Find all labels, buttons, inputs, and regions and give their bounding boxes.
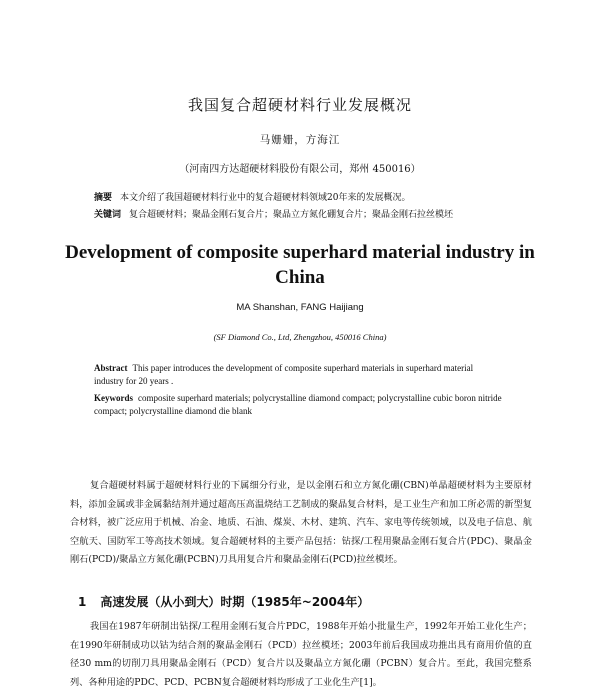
section-1-heading	[78, 593, 538, 610]
english-authors: MA Shanshan, FANG Haijiang	[236, 302, 364, 313]
chinese-affiliation: （河南四方达超硬材料股份有限公司，郑州 450016）	[179, 164, 421, 175]
chinese-keywords	[94, 209, 534, 222]
section-1-title: 高速发展（从小到大）时期（1985年~2004年）	[100, 595, 370, 609]
chinese-authors: 马姗姗，方海江	[259, 134, 341, 146]
section-1-number: 1	[78, 595, 87, 609]
english-abstract-text: This paper introduces the development of composite superhard materials in superhard material industry for 20 years .	[94, 363, 474, 386]
chinese-title: 我国复合超硬材料行业发展概况	[187, 96, 412, 114]
chinese-keywords-label: 关键词	[94, 210, 122, 220]
english-keywords-label: Keywords	[94, 393, 133, 403]
chinese-abstract	[94, 192, 534, 205]
chinese-abstract-label: 摘要	[94, 193, 113, 203]
english-abstract	[94, 362, 504, 388]
english-affiliation: (SF Diamond Co., Ltd, Zhengzhou, 450016 China)	[213, 332, 387, 342]
english-title: Development of composite superhard material industry in China	[65, 242, 535, 288]
intro-text: 复合超硬材料属于超硬材料行业的下属细分行业，是以金刚石和立方氮化硼(CBN)单晶超硬材料为主要原材料，添加金属或非金属黏结剂并通过超高压高温烧结工艺制成的聚晶复合材料，是工业生产和加工所必需的新型复合材料，被广泛应用于机械、冶金、地质、石油、煤炭、木材、建筑、汽车、家电等传统领域，以及电子信息、航空航天、国防军工等高技术领域。复合超硬材料的主要产品包括：钻探/工程用聚晶金刚石复合片(PDC)、聚晶金刚石(PCD)/聚晶立方氮化硼(PCBN)刀具用复合片和聚晶金刚石(PCD)拉丝模坯。	[70, 480, 532, 566]
section-1-text: 我国在1987年研制出钻探/工程用金刚石复合片PDC，1988年开始小批量生产，1992年开始工业化生产；在1990年研制成功以钴为结合剂的聚晶金刚石（PCD）拉丝模坯；2003年前后我国成功推出具有商用价值的直径30 mm的切削刀具用聚晶金刚石（PCD）复合片以及聚晶立方氮化硼（PCBN）复合片。至此，我国完整系列、各种用途的PDC、PCD、PCBN复合超硬材料均形成了工业化生产[1]。	[70, 621, 532, 688]
english-keywords-text: composite superhard materials; polycrystalline diamond compact; polycrystalline cubic boron nitride compact; polycrystalline diamond die blank	[94, 393, 502, 416]
intro-paragraph	[70, 477, 532, 570]
section-1-paragraph	[70, 618, 532, 692]
english-keywords	[94, 392, 504, 418]
chinese-keywords-text: 复合超硬材料；聚晶金刚石复合片；聚晶立方氮化硼复合片；聚晶金刚石拉丝模坯	[129, 210, 454, 220]
chinese-abstract-text: 本文介绍了我国超硬材料行业中的复合超硬材料领域20年来的发展概况。	[120, 193, 411, 203]
english-abstract-label: Abstract	[94, 363, 128, 373]
